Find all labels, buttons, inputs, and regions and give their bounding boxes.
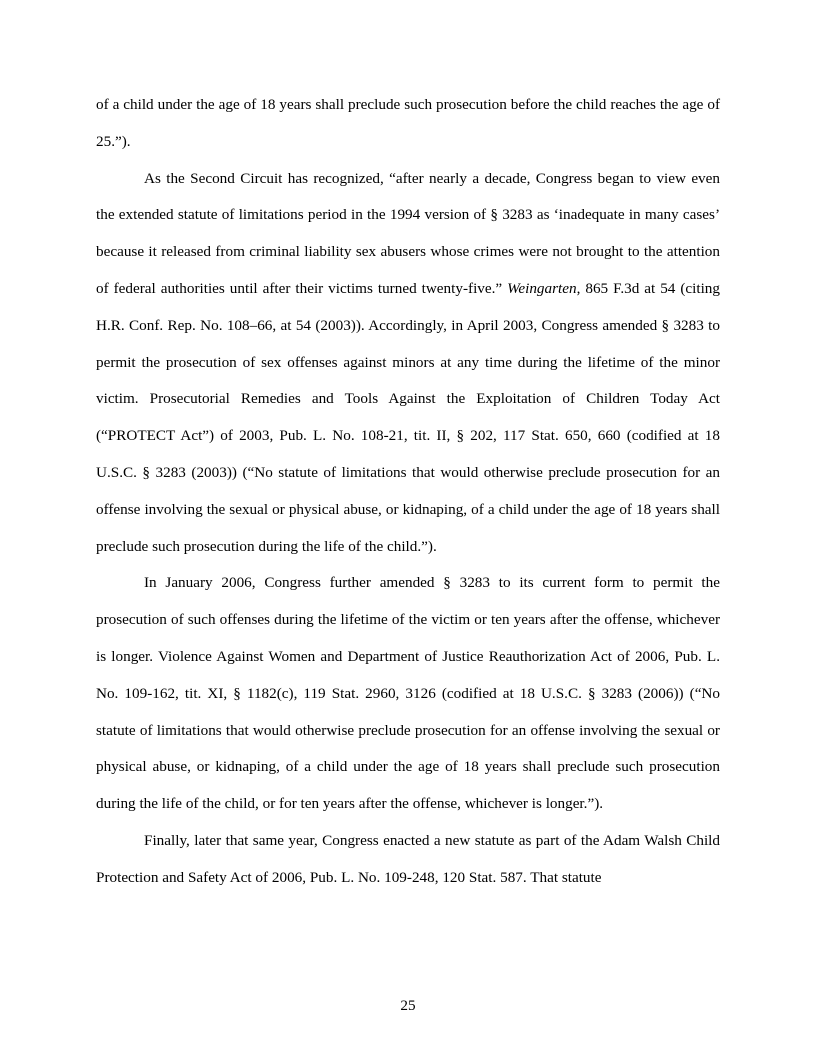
paragraph-adam-walsh: Finally, later that same year, Congress enacted a new statute as part of the Adam Walsh Child Protection and Safety Act of 2006, Pub. L. No. 109-248, 120 Stat. 587. That statute — [96, 831, 720, 886]
paragraph-january-2006: In January 2006, Congress further amended § 3283 to its current form to permit the prosecution of such offenses during the lifetime of the victim or ten years after the offense, whichever is longer. Violence Against Women and Department of Justice Reauthorization Act of 2006, Pub. L. No. 109-162, tit. XI, § 1182(c), 119 Stat. 2960, 3126 (codified at 18 U.S.C. § 3283 (2006)) (“No statute of limitations that would otherwise preclude prosecution for an offense involving the sexual or physical abuse, or kidnaping, of a child under the age of 18 years shall preclude such prosecution during the life of the child, or for ten years after the offense, whichever is longer.”). — [96, 574, 720, 813]
case-citation: Weingarten — [507, 279, 577, 297]
paragraph-second-circuit — [96, 161, 720, 566]
paragraph-text: As the Second Circuit has recognized, “after nearly a decade, Congress began to view even the extended statute of limitations period in the 1994 version of § 3283 as ‘inadequate in many cases’ because it released from criminal liability sex abusers whose crimes were not brought to the attention of federal authorities until after their victims turned twenty-five.” — [96, 169, 720, 297]
paragraph-text: , 865 F.3d at 54 (citing H.R. Conf. Rep. No. 108–66, at 54 (2003)). Accordingly, in April 2003, Congress amended § 3283 to permit the prosecution of sex offenses against minors at any time during the lifetime of the minor victim. Prosecutorial Remedies and Tools Against the Exploitation of Children Today Act (“PROTECT Act”) of 2003, Pub. L. No. 108-21, tit. II, § 202, 117 Stat. 650, 660 (codified at 18 U.S.C. § 3283 (2003)) (“No statute of limitations that would otherwise preclude prosecution for an offense involving the sexual or physical abuse, or kidnaping, of a child under the age of 18 years shall preclude such prosecution during the life of the child.”). — [96, 279, 720, 555]
document-body — [96, 87, 720, 897]
page-number: 25 — [400, 997, 416, 1014]
paragraph-continuation: of a child under the age of 18 years shall preclude such prosecution before the child reaches the age of 25.”). — [96, 96, 720, 150]
